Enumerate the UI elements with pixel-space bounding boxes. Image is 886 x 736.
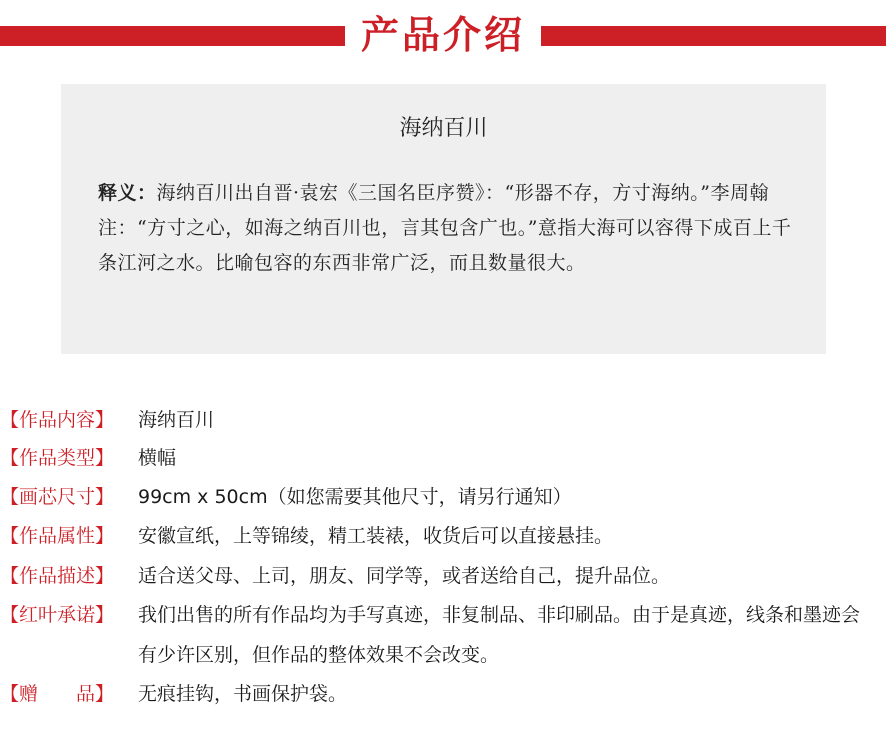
explanation-body xyxy=(98,176,798,281)
info-label-type: 【作品类型】 xyxy=(0,447,115,469)
info-value-description: 适合送父母、上司，朋友、同学等，或者送给自己，提升品位。 xyxy=(138,565,671,587)
explanation-label: 释义： xyxy=(98,182,157,204)
info-value-material: 安徽宣纸，上等锦绫，精工装裱，收货后可以直接悬挂。 xyxy=(138,525,614,547)
info-label-description: 【作品描述】 xyxy=(0,565,115,587)
section-title: 产品介绍 xyxy=(360,12,525,57)
section-header xyxy=(0,0,886,70)
info-label-material: 【作品属性】 xyxy=(0,525,115,547)
explanation-box xyxy=(61,84,826,354)
info-label-content: 【作品内容】 xyxy=(0,409,115,431)
info-value-content: 海纳百川 xyxy=(138,409,215,431)
explanation-heading: 海纳百川 xyxy=(399,116,488,141)
info-value-gift: 无痕挂钩，书画保护袋。 xyxy=(138,683,348,705)
info-label-size: 【画芯尺寸】 xyxy=(0,486,115,508)
info-label-promise: 【红叶承诺】 xyxy=(0,604,115,626)
explanation-text: 海纳百川出自晋·袁宏《三国名臣序赞》：“形器不存，方寸海纳。”李周翰注：“方寸之心，如海之纳百川也，言其包含广也。”意指大海可以容得下成百上千条江河之水。比喻包容的东西非常广泛，而且数量很大。 xyxy=(98,182,792,274)
info-value-promise: 我们出售的所有作品均为手写真迹，非复制品、非印刷品。由于是真迹，线条和墨迹会有少许区别，但作品的整体效果不会改变。 xyxy=(138,604,861,666)
info-value-size: 99cm x 50cm（如您需要其他尺寸，请另行通知） xyxy=(138,486,572,508)
info-value-type: 横幅 xyxy=(138,447,177,469)
info-label-gift: 【赠 品】 xyxy=(0,683,115,705)
header-right-bar xyxy=(541,26,886,46)
header-left-bar xyxy=(0,26,345,46)
